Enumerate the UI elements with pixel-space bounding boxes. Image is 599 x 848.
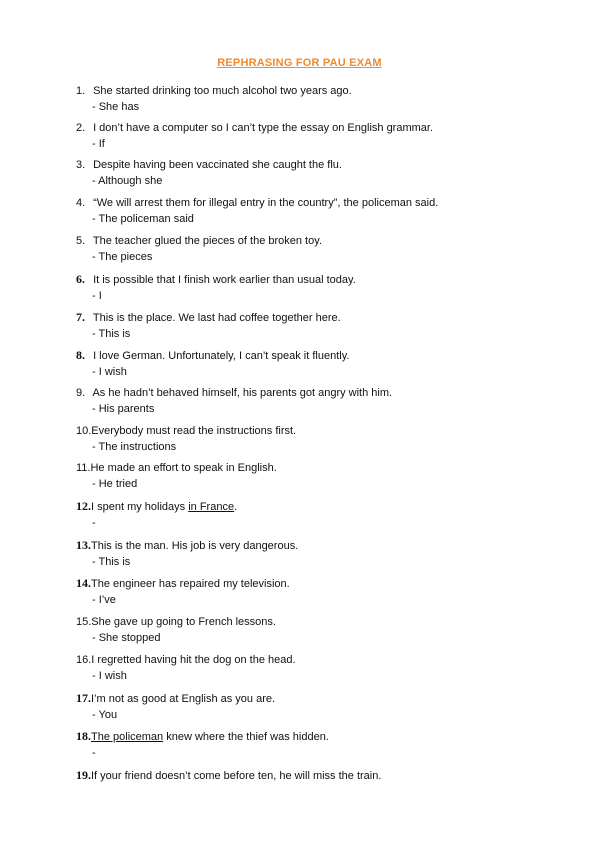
exercise-item-15 [76,615,526,645]
item-number: 4. [76,197,86,209]
question-text: She started drinking too much alcohol two years ago. [93,85,352,97]
exercise-item-5 [76,234,526,264]
question [76,196,526,210]
question-text: It is possible that I finish work earlier than usual today. [93,274,356,286]
underlined-phrase: in France [188,501,235,513]
exercise-item-7 [76,310,526,341]
question-text: As he hadn’t behaved himself, his parents got angry with him. [92,387,393,399]
item-number: 16. [76,654,92,666]
question-text: The teacher glued the pieces of the broken toy. [92,235,322,247]
exercise-item-3 [76,158,526,188]
question [76,121,526,135]
answer-prompt: - This is [92,328,131,340]
item-number: 8. [76,348,85,362]
answer-prompt: - I’ve [92,594,116,606]
exercise-item-1 [76,84,526,114]
answer-prompt: - This is [92,556,131,568]
question-text: Despite having been vaccinated she caught the flu. [93,159,342,171]
exercise-item-12 [76,499,526,530]
question-text: I spent my holidays [91,501,189,513]
question-text: He made an effort to speak in English. [90,462,277,474]
question [76,272,526,287]
question-text: “We will arrest them for illegal entry in the country”, the policeman said. [93,197,439,209]
item-number: 13. [76,538,91,552]
question-text-end: knew where the thief was hidden. [163,731,329,743]
answer-prompt: - The instructions [92,441,177,453]
exercise-item-17 [76,691,526,722]
exercise-item-19 [76,768,526,783]
exercise-item-4 [76,196,526,226]
answer-prompt: - The pieces [92,251,153,263]
question [76,538,526,553]
exercise-item-10 [76,424,526,454]
answer-prompt: - The policeman said [92,213,194,225]
exercise-item-13 [76,538,526,569]
question [76,729,526,744]
question [76,424,526,438]
question-text-end: . [234,501,238,513]
answer-prompt: - His parents [92,403,155,415]
answer-prompt: - I wish [92,366,127,378]
answer-prompt: - [92,747,96,759]
item-number: 10. [76,425,92,437]
answer-prompt: - She stopped [92,632,161,644]
question-text: Everybody must read the instructions first. [91,425,297,437]
question [76,499,526,514]
question-text: This is the man. His job is very dangerous. [91,540,299,552]
answer-prompt: - You [92,709,118,721]
item-number: 7. [76,310,85,324]
question [76,461,526,475]
question [76,615,526,629]
underlined-phrase: The policeman [91,731,164,743]
item-number: 3. [76,159,86,171]
exercise-item-6 [76,272,526,303]
answer-prompt: - Although she [92,175,163,187]
exercise-item-11 [76,461,526,491]
question-text: If your friend doesn’t come before ten, he will miss the train. [91,770,382,782]
question-text: She gave up going to French lessons. [91,616,276,628]
question [76,348,526,363]
exercise-item-14 [76,576,526,607]
exercise-item-18 [76,729,526,760]
question [76,653,526,667]
item-number: 18. [76,729,91,743]
question [76,386,526,400]
item-number: 17. [76,691,91,705]
exercise-item-16 [76,653,526,683]
item-number: 12. [76,499,91,513]
item-number: 6. [76,272,85,286]
question-text: The engineer has repaired my television. [91,578,290,590]
exercise-item-8 [76,348,526,379]
answer-prompt: - If [92,138,105,150]
item-number: 9. [76,387,86,399]
question [76,234,526,248]
question [76,768,526,783]
item-number: 14. [76,576,91,590]
question-text: I’m not as good at English as you are. [91,693,276,705]
exercise-item-2 [76,121,526,151]
question-text: I love German. Unfortunately, I can’t speak it fluently. [93,350,350,362]
item-number: 1. [76,85,86,97]
question [76,310,526,325]
question-text: I don’t have a computer so I can’t type the essay on English grammar. [93,122,434,134]
page-title: REPHRASING FOR PAU EXAM [217,57,382,69]
answer-prompt: - [92,517,96,529]
exercise-item-9 [76,386,526,416]
question [76,576,526,591]
item-number: 15. [76,616,92,628]
question-text: I regretted having hit the dog on the head. [91,654,296,666]
item-number: 19. [76,768,91,782]
question [76,158,526,172]
question [76,691,526,706]
item-number: 2. [76,122,86,134]
item-number: 5. [76,235,86,247]
question-text: This is the place. We last had coffee together here. [92,312,341,324]
answer-prompt: - She has [92,101,140,113]
item-number: 11. [76,462,91,474]
answer-prompt: - He tried [92,478,138,490]
answer-prompt: - I [92,290,102,302]
answer-prompt: - I wish [92,670,127,682]
question [76,84,526,98]
